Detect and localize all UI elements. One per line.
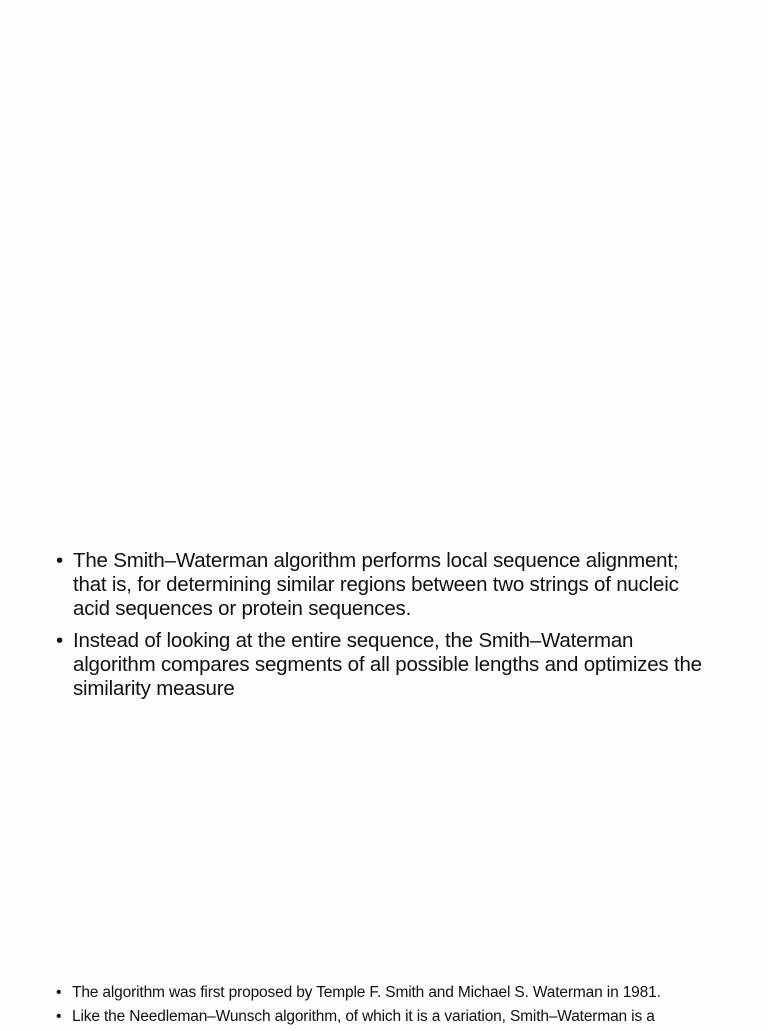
- bullet-marker: •: [56, 629, 63, 652]
- footer-bullet-text: The algorithm was first proposed by Temple F. Smith and Michael S. Waterman in 1981.: [72, 984, 661, 1001]
- footer-bullet-item: [56, 983, 746, 1003]
- footer-bullet-text: Like the Needleman–Wunsch algorithm, of which it is a variation, Smith–Waterman is a: [72, 1008, 655, 1025]
- slide-main-bullet-list: [56, 549, 716, 709]
- main-bullet-item: [56, 629, 716, 701]
- main-bullet-text: Instead of looking at the entire sequence, the Smith–Waterman algorithm compares segments of all possible lengths and optimizes the similarity measure: [73, 629, 702, 700]
- main-bullet-text: The Smith–Waterman algorithm performs local sequence alignment; that is, for determining similar regions between two strings of nucleic acid sequences or protein sequences.: [73, 549, 679, 620]
- bullet-marker: •: [56, 549, 63, 572]
- bullet-marker: •: [56, 1008, 62, 1025]
- main-bullet-item: [56, 549, 716, 621]
- bullet-marker: •: [56, 984, 62, 1001]
- footer-bullet-item: [56, 1007, 746, 1027]
